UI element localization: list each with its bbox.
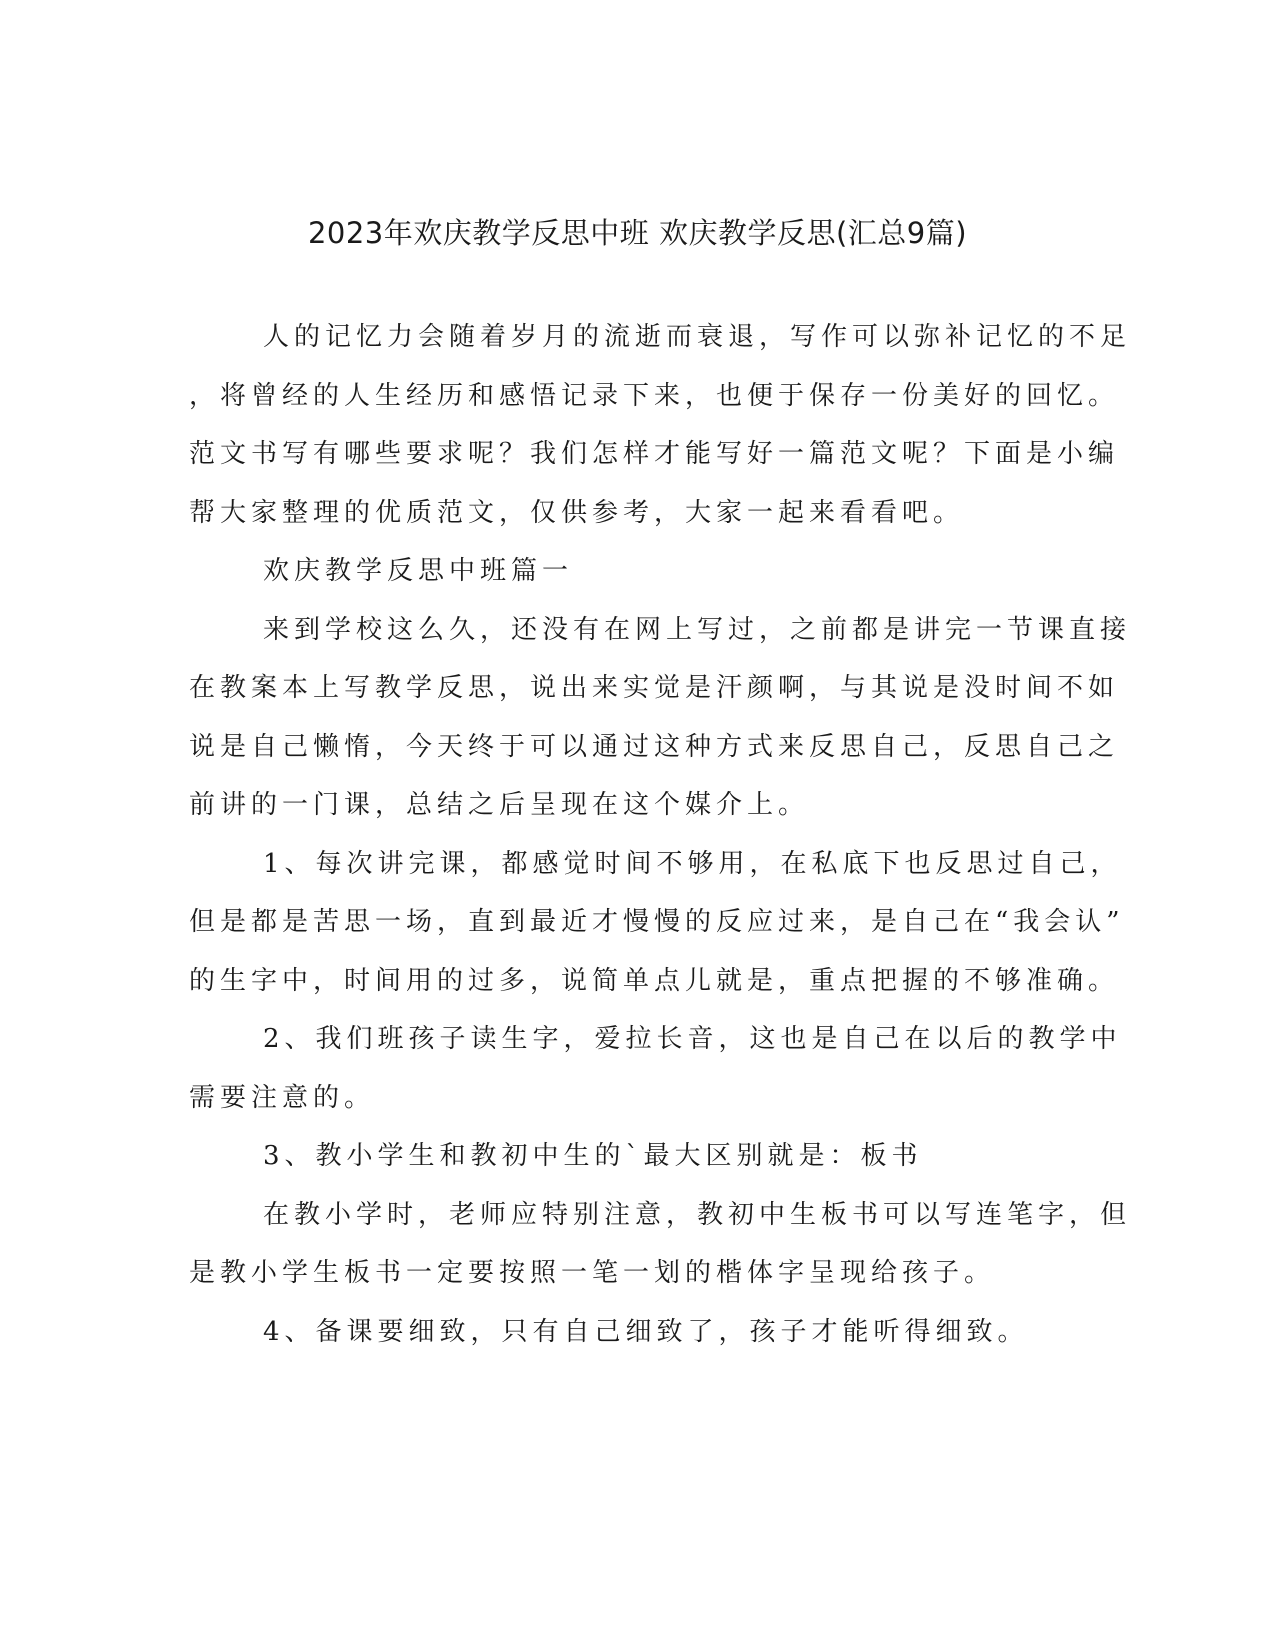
intro-line-4: 帮大家整理的优质范文，仅供参考，大家一起来看看吧。 (189, 498, 965, 528)
intro-line-2: ，将曾经的人生经历和感悟记录下来，也便于保存一份美好的回忆。 (189, 381, 1120, 411)
document-title: 2023年欢庆教学反思中班 欢庆教学反思(汇总9篇) (307, 216, 968, 250)
body-line-1: 来到学校这么久，还没有在网上写过，之前都是讲完一节课直接 (263, 615, 1132, 645)
body-line-4: 前讲的一门课，总结之后呈现在这个媒介上。 (189, 790, 810, 820)
section-heading: 欢庆教学反思中班篇一 (263, 556, 574, 586)
point-4-line-1: 4、备课要细致，只有自己细致了，孩子才能听得细致。 (263, 1317, 1029, 1347)
body-line-2: 在教案本上写教学反思，说出来实觉是汗颜啊，与其说是没时间不如 (189, 673, 1120, 703)
point-1-line-3: 的生字中，时间用的过多，说简单点儿就是，重点把握的不够准确。 (189, 966, 1120, 996)
point-1-line-1: 1、每次讲完课，都感觉时间不够用，在私底下也反思过自己， (263, 849, 1122, 879)
body-line-3: 说是自己懒惰，今天终于可以通过这种方式来反思自己，反思自己之 (189, 732, 1120, 762)
point-3-detail-line-2: 是教小学生板书一定要按照一笔一划的楷体字呈现给孩子。 (189, 1258, 996, 1288)
intro-line-1: 人的记忆力会随着岁月的流逝而衰退，写作可以弥补记忆的不足 (263, 322, 1132, 352)
point-2-line-2: 需要注意的。 (189, 1083, 376, 1113)
point-1-line-2: 但是都是苦思一场，直到最近才慢慢的反应过来，是自己在“我会认” (189, 907, 1125, 937)
point-3-detail-line-1: 在教小学时，老师应特别注意，教初中生板书可以写连笔字，但 (263, 1200, 1132, 1230)
point-2-line-1: 2、我们班孩子读生字，爱拉长音，这也是自己在以后的教学中 (263, 1024, 1122, 1054)
point-3-line-1: 3、教小学生和教初中生的`最大区别就是：板书 (263, 1141, 923, 1171)
intro-line-3: 范文书写有哪些要求呢？我们怎样才能写好一篇范文呢？下面是小编 (189, 439, 1120, 469)
